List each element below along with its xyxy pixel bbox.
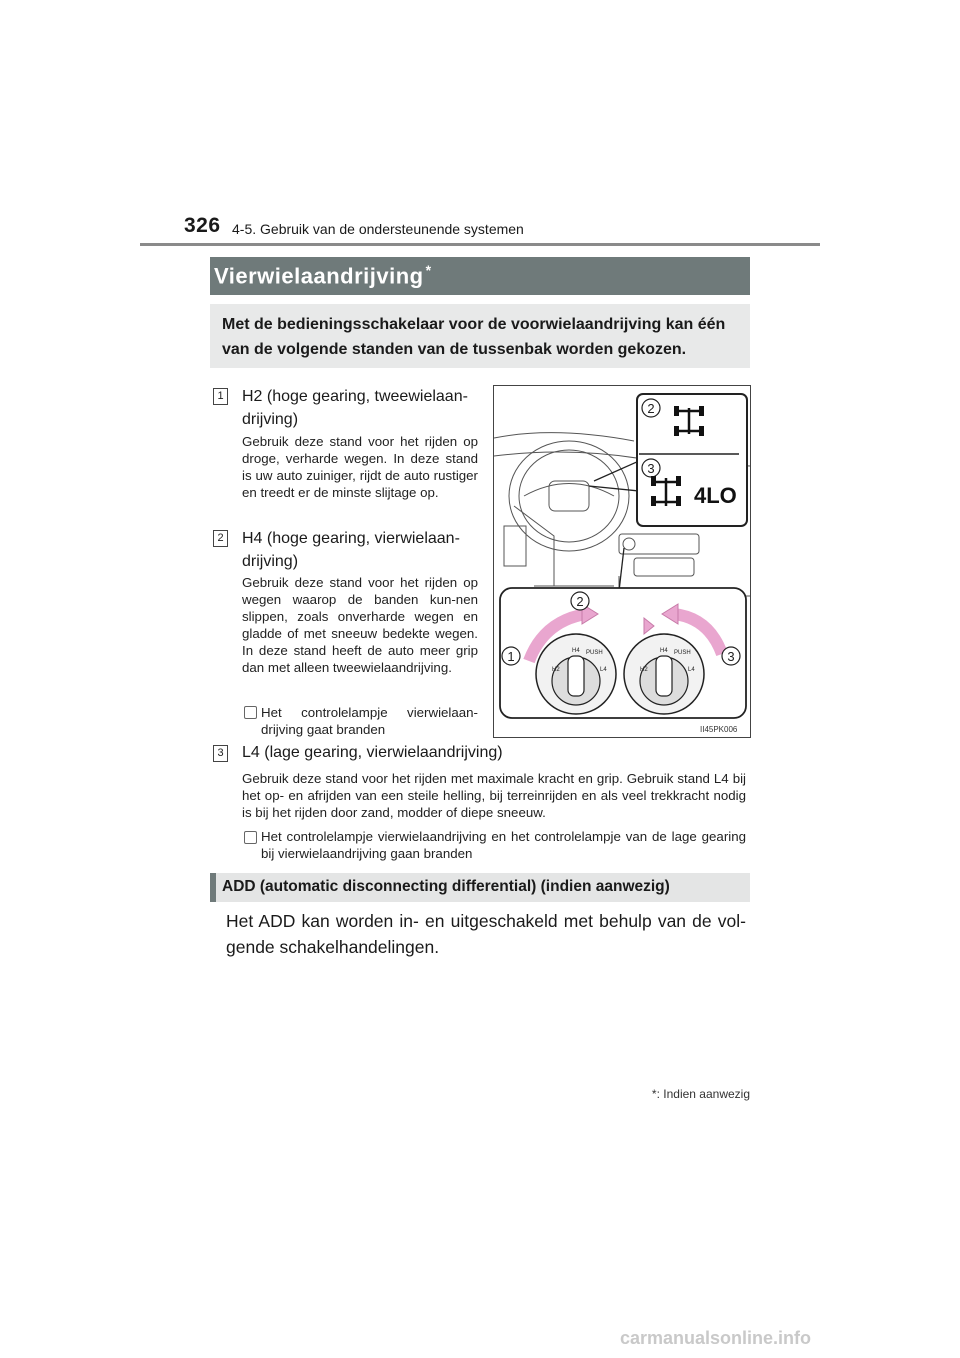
item-2-heading	[242, 527, 478, 573]
section-title	[214, 262, 432, 289]
switch-figure	[493, 385, 751, 738]
dial-label-l4-left: L4	[600, 667, 607, 673]
section-title-text: Vierwielaandrijving	[214, 263, 424, 289]
item-2-heading-line1: H4 (hoge gearing, vierwielaan-	[242, 530, 460, 547]
header-rule	[140, 243, 820, 246]
item-number-3: 3	[213, 745, 228, 762]
item-1-heading-line1: H2 (hoge gearing, tweewielaan-	[242, 388, 468, 405]
dial-label-h4-left: H4	[572, 648, 580, 654]
running-head: 4-5. Gebruik van de ondersteunende systemen	[232, 221, 524, 237]
note-icon	[244, 706, 257, 719]
optional-marker: *	[425, 262, 432, 278]
item-1-body: Gebruik deze stand voor het rijden op droge, verharde wegen. In deze stand is uw auto zuiniger, rijdt de auto rustiger en treedt er de minste slijtage op.	[242, 434, 478, 500]
item-1-heading-line2: drijving)	[242, 411, 299, 428]
figure-illustration	[494, 386, 750, 737]
intro-text: Met de bedieningsschakelaar voor de voorwielaandrijving kan één van de volgende standen van de tussenbak worden gekozen.	[222, 316, 726, 358]
callout-3-dial: 3	[727, 649, 735, 664]
callout-3-top: 3	[647, 461, 655, 476]
item-number-1: 1	[213, 388, 228, 405]
item-3-note: Het controlelampje vierwielaandrijving en het controlelampje van de lage gearing bij vierwielaandrijving gaan branden	[261, 829, 746, 861]
footnote-marker: *	[651, 1087, 657, 1101]
dial-label-h2-left: H2	[552, 667, 560, 673]
item-number-2: 2	[213, 530, 228, 547]
item-2-body: Gebruik deze stand voor het rijden op wegen waarop de banden kun-nen slippen, zoals onverharde wegen en gladde of met sneeuw bedekte wegen. In deze stand heeft de auto meer grip dan met alleen tweewielaandrijving.	[242, 575, 478, 675]
footnote	[600, 1087, 750, 1101]
add-section-title: ADD (automatic disconnecting differential) (indien aanwezig)	[222, 878, 670, 895]
watermark: carmanualsonline.info	[620, 1328, 812, 1348]
item-1-heading	[242, 385, 478, 431]
item-3-heading: L4 (lage gearing, vierwielaandrijving)	[242, 744, 503, 761]
dial-label-push-right: PUSH	[674, 650, 691, 656]
figure-code: II45PK006	[700, 725, 738, 734]
footnote-text: : Indien aanwezig	[656, 1087, 750, 1101]
callout-2-dial: 2	[576, 594, 584, 609]
note-icon	[244, 831, 257, 844]
page-number: 326	[184, 214, 221, 237]
dial-label-push-left: PUSH	[586, 650, 603, 656]
indicator-4lo-text: 4LO	[694, 483, 737, 508]
add-section-body: Het ADD kan worden in- en uitgeschakeld met behulp van de vol-gende schakelhandelingen.	[226, 911, 746, 957]
dial-label-h2-right: H2	[640, 667, 648, 673]
item-2-note: Het controlelampje vierwielaan-drijving gaat branden	[261, 705, 478, 737]
callout-1-dial: 1	[507, 649, 515, 664]
item-2-heading-line2: drijving)	[242, 553, 299, 570]
item-3-body: Gebruik deze stand voor het rijden met maximale kracht en grip. Gebruik stand L4 bij het op- en afrijden van een steile helling, bij terreinrijden en als veel trekkracht nodig is bij het rijden door zand, modder of diepe sneeuw.	[242, 771, 746, 820]
dial-label-l4-right: L4	[688, 667, 695, 673]
dial-label-h4-right: H4	[660, 648, 668, 654]
callout-2-top: 2	[647, 401, 655, 416]
